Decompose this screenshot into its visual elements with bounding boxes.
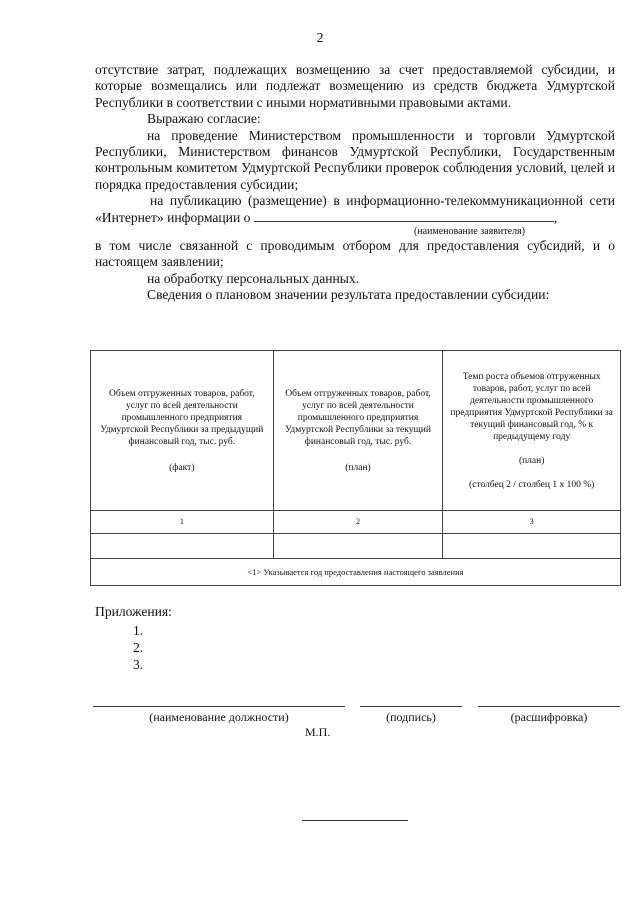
value-cell-1 [91,534,274,559]
header-growth-rate-formula: (столбец 2 / столбец 1 х 100 %) [469,479,595,490]
position-signature-line [93,706,345,707]
appendix-item-2: 2. [133,640,144,655]
value-cell-2 [273,534,443,559]
stamp-label: М.П. [305,725,331,739]
appendix-list [133,622,143,673]
paragraph-costs: отсутствие затрат, подлежащих возмещению за счет предоставляемой субсидии, и которые возмещались или подлежат возмещению из средств бюджета Удмуртской Республики в соответствии с иными нормативными правовыми актами. [95,62,615,110]
bottom-divider [302,820,408,821]
paragraph-result-info: Сведения о плановом значении результата предоставлении субсидии: [147,287,550,303]
position-caption: (наименование должности) [149,710,289,724]
column-number-3: 3 [443,511,621,534]
applicant-name-caption: (наименование заявителя) [413,226,525,238]
applicant-name-line [254,210,554,222]
header-growth-rate-text: Темп роста объемов отгруженных товаров, работ, услуг по всей деятельности промышленного предприятия Удмуртской Республики за текущий финансовый год, % к предыдущему году [450,371,613,442]
document-body [95,62,615,304]
sign-signature-line [360,706,462,707]
column-number-2: 2 [273,511,443,534]
paragraph-selection: в том числе связанной с проводимым отбором для предоставления субсидий, и о настоящем заявлении; [95,238,615,270]
header-current-year-text: Объем отгруженных товаров, работ, услуг по всей деятельности промышленного предприятия Удмуртской Республики за текущий финансовый год, тыс. руб. [285,388,431,447]
publication-text: на публикацию (размещение) в информационно-телекоммуникационной сети «Интернет» информации о [95,193,615,225]
appendix-title: Приложения: [95,604,172,619]
decode-caption: (расшифровка) [510,710,588,724]
header-growth-rate-sub: (план) [518,455,545,466]
header-prev-year-sub: (факт) [169,462,195,473]
table-header-row [91,351,621,511]
sign-caption: (подпись) [386,710,436,724]
appendix-item-3: 3. [133,657,144,672]
header-current-year-sub: (план) [345,462,371,473]
page-number: 2 [316,31,324,46]
table-value-row [91,534,621,559]
paragraph-consent-inspection: на проведение Министерством промышленности и торговли Удмуртской Республики, Министерством финансов Удмуртской Республики, Государственным контрольным комитетом Удмуртской Республики проверок соблюдения условий, целей и порядка предоставления субсидии; [95,127,615,192]
result-table [90,350,621,586]
header-cell-prev-year [91,351,274,511]
paragraph-consent-heading: Выражаю согласие: [147,111,261,127]
header-cell-current-year [273,351,443,511]
header-prev-year-text: Объем отгруженных товаров, работ, услуг по всей деятельности промышленного предприятия Удмуртской Республики за предыдущий финансовый год, тыс. руб. [100,388,264,447]
table-footnote-row [91,559,621,586]
table-number-row [91,511,621,534]
paragraph-personal-data: на обработку персональных данных. [147,270,360,286]
header-cell-growth-rate [443,351,621,511]
table-footnote: <1> Указывается год предоставления настоящего заявления [91,559,621,586]
column-number-1: 1 [91,511,274,534]
paragraph-consent-publication [95,193,615,226]
decode-signature-line [478,706,620,707]
value-cell-3 [443,534,621,559]
publication-comma: , [553,209,558,225]
appendix-item-1: 1. [133,623,144,638]
